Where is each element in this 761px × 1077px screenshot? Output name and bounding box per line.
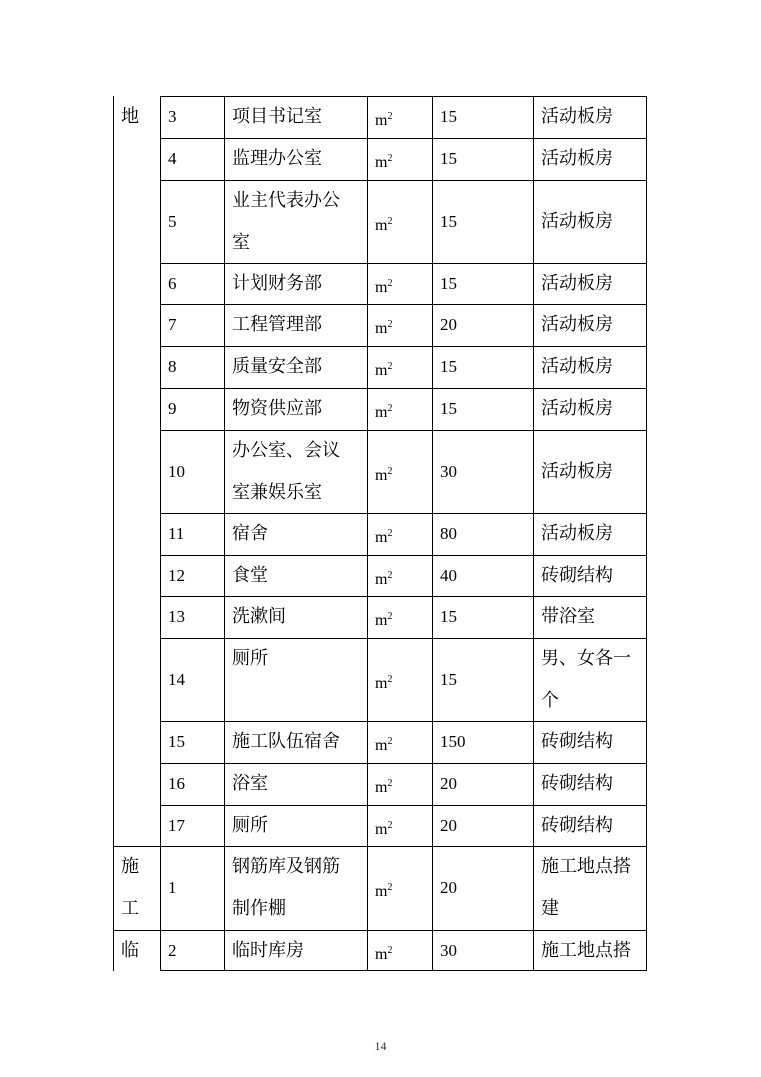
row-unit [375,721,392,767]
page-number: 14 [374,1039,387,1053]
row-quantity: 15 [440,274,457,293]
row-unit [375,513,392,559]
row-number: 10 [168,461,185,481]
unit-superscript: 2 [387,528,393,539]
row-unit [375,805,392,851]
unit-superscript: 2 [387,319,393,330]
row-note: 带浴室 [541,606,595,627]
row-name: 项目书记室 [232,106,322,127]
table-border-vertical [432,96,433,971]
unit-base: m [375,466,388,484]
unit-superscript: 2 [387,153,393,164]
group-label: 施 [121,856,139,877]
row-number: 16 [168,774,185,793]
table-border-vertical [224,96,225,971]
unit-base: m [375,674,388,692]
row-quantity: 15 [440,399,457,418]
unit-base: m [375,571,388,588]
row-quantity: 20 [440,774,457,793]
row-quantity: 15 [440,211,457,231]
row-name: 办公室、会议 [232,440,340,461]
row-note: 建 [541,898,559,919]
row-unit [375,304,392,350]
row-note: 活动板房 [541,106,613,127]
row-number: 11 [168,524,185,543]
unit-superscript: 2 [387,611,393,622]
row-quantity: 15 [440,607,457,626]
row-name: 厕所 [232,648,268,669]
row-number: 15 [168,732,185,751]
unit-superscript: 2 [387,882,393,893]
row-number: 14 [168,669,185,689]
row-note: 个 [541,690,559,711]
row-quantity: 30 [440,941,457,960]
row-unit [375,263,392,309]
row-quantity: 15 [440,669,457,689]
table-border-vertical [533,96,534,971]
row-name: 钢筋库及钢筋 [232,856,340,877]
row-quantity: 80 [440,524,457,543]
row-quantity: 15 [440,107,457,126]
row-number: 4 [168,149,177,168]
unit-base: m [375,404,388,421]
unit-base: m [375,112,388,129]
row-note: 活动板房 [541,148,613,169]
group-label: 临 [121,940,139,961]
unit-superscript: 2 [387,673,393,685]
row-name: 物资供应部 [232,398,322,419]
row-note: 活动板房 [541,356,613,377]
row-quantity: 20 [440,315,457,334]
unit-superscript: 2 [387,111,393,122]
unit-base: m [375,154,388,171]
unit-base: m [375,612,388,629]
row-number: 17 [168,816,185,835]
row-name: 宿舍 [232,523,268,544]
table-border-vertical [646,96,647,971]
unit-superscript: 2 [387,736,393,747]
row-name: 监理办公室 [232,148,322,169]
row-unit [375,201,392,247]
unit-superscript: 2 [387,778,393,789]
row-number: 3 [168,107,177,126]
row-number: 13 [168,607,185,626]
unit-superscript: 2 [387,945,393,956]
row-unit [375,138,392,184]
row-note: 施工地点搭 [541,856,631,877]
unit-base: m [375,821,388,838]
row-unit [375,930,392,976]
unit-superscript: 2 [387,215,393,227]
row-name: 室 [232,232,250,253]
row-unit [375,388,392,434]
row-note: 砖砌结构 [541,815,613,836]
row-number: 2 [168,941,177,960]
row-unit [375,596,392,642]
row-note: 活动板房 [541,314,613,335]
unit-base: m [375,529,388,546]
row-number: 6 [168,274,177,293]
row-note: 砖砌结构 [541,731,613,752]
row-note: 男、女各一 [541,648,631,669]
row-quantity: 40 [440,566,457,585]
row-note: 活动板房 [541,273,613,294]
row-number: 7 [168,315,177,334]
table-border-vertical [113,96,114,971]
row-name: 临时库房 [232,940,304,961]
row-number: 12 [168,566,185,585]
row-name: 工程管理部 [232,314,322,335]
group-label: 工 [121,898,139,919]
row-unit [375,763,392,809]
table-border-vertical [367,96,368,971]
unit-superscript: 2 [387,361,393,372]
row-name: 浴室 [232,773,268,794]
row-name: 室兼娱乐室 [232,482,322,503]
row-number: 5 [168,211,177,231]
row-name: 食堂 [232,565,268,586]
unit-superscript: 2 [387,403,393,414]
unit-superscript: 2 [387,570,393,581]
unit-base: m [375,883,388,900]
unit-superscript: 2 [387,278,393,289]
row-quantity: 150 [440,732,466,751]
row-quantity: 30 [440,461,457,481]
row-name: 计划财务部 [232,273,322,294]
unit-base: m [375,279,388,296]
row-quantity: 15 [440,357,457,376]
row-note: 砖砌结构 [541,773,613,794]
row-name: 质量安全部 [232,356,322,377]
row-note: 施工地点搭 [541,940,631,961]
unit-base: m [375,362,388,379]
row-unit [375,867,392,913]
group-label: 地 [121,106,139,127]
row-note: 活动板房 [541,523,613,544]
row-unit [375,346,392,392]
row-name: 施工队伍宿舍 [232,731,340,752]
row-name: 厕所 [232,815,268,836]
row-unit [375,451,392,497]
unit-base: m [375,946,388,963]
row-quantity: 20 [440,878,457,897]
unit-base: m [375,779,388,796]
row-unit [375,96,392,142]
row-note: 活动板房 [541,398,613,419]
row-number: 8 [168,357,177,376]
row-quantity: 15 [440,149,457,168]
table-border-vertical [160,96,161,971]
unit-superscript: 2 [387,820,393,831]
row-number: 9 [168,399,177,418]
row-unit [375,659,392,705]
row-name: 业主代表办公 [232,190,340,211]
row-quantity: 20 [440,816,457,835]
row-name: 洗漱间 [232,606,286,627]
row-unit [375,555,392,601]
row-name: 制作棚 [232,898,286,919]
unit-base: m [375,737,388,754]
row-note: 活动板房 [541,210,613,232]
row-note: 活动板房 [541,460,613,482]
row-note: 砖砌结构 [541,565,613,586]
row-number: 1 [168,878,177,897]
unit-base: m [375,216,388,234]
unit-superscript: 2 [387,465,393,477]
unit-base: m [375,320,388,337]
